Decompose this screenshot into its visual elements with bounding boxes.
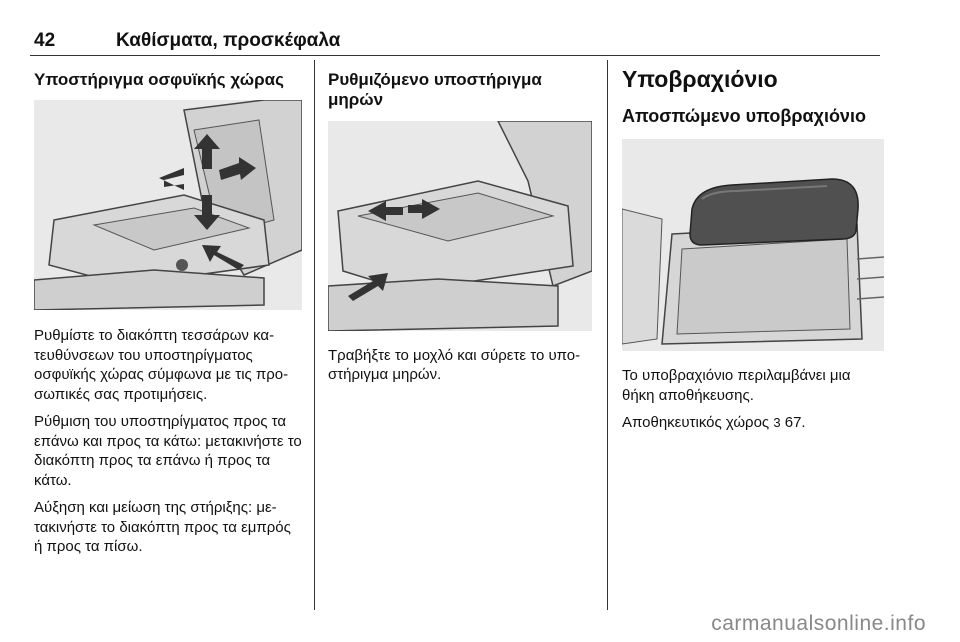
column-thigh-support [328,60,592,393]
section-heading: Υποβραχιόνιο [622,66,778,92]
section-heading: Υποστήριγμα οσφυϊκής χώρας [34,70,284,89]
header-rule [30,55,880,56]
column-divider [314,60,315,610]
armrest-illustration [622,139,884,351]
section-body [328,346,592,385]
section-body [34,326,302,557]
section-body [622,366,884,433]
page-number: 42 [34,30,56,51]
cross-reference[interactable] [622,413,884,433]
watermark: carmanualsonline.info [711,612,926,635]
paragraph: Ρυθμίστε το διακόπτη τεσσάρων κα-τευθύνσεων του υποστηρίγματος οσφυϊκής χώρας σύμφωνα με τις προ-σωπικές σας προτιμήσεις. [34,327,289,403]
reference-text: Αποθηκευτικός χώρος [622,414,770,432]
running-title: Καθίσματα, προσκέφαλα [116,30,341,51]
paragraph: Το υποβραχιόνιο περιλαμβάνει μια θήκη αποθήκευσης. [622,367,851,404]
section-subheading: Αποσπώμενο υποβραχιόνιο [622,105,866,126]
paragraph: Ρύθμιση του υποστηρίγματος προς τα επάνω και προς τα κάτω: μετακινήστε το διακόπτη προς τα επάνω ή προς τα κάτω. [34,413,302,489]
paragraph: Αύξηση και μείωση της στήριξης: με-τακινήστε το διακόπτη προς τα εμπρός ή προς τα πίσω. [34,499,291,556]
paragraph: Τραβήξτε το μοχλό και σύρετε το υπο-στήριγμα μηρών. [328,346,581,384]
thigh-support-illustration [328,121,592,331]
column-lumbar-support [34,60,302,565]
page-reference-icon: 3 [773,415,781,431]
column-divider [607,60,608,610]
reference-page: 67. [784,414,806,432]
column-armrest [622,60,884,441]
lumbar-support-illustration [34,100,302,310]
section-heading: Ρυθμιζόμενο υποστήριγμα μηρών [328,70,542,110]
